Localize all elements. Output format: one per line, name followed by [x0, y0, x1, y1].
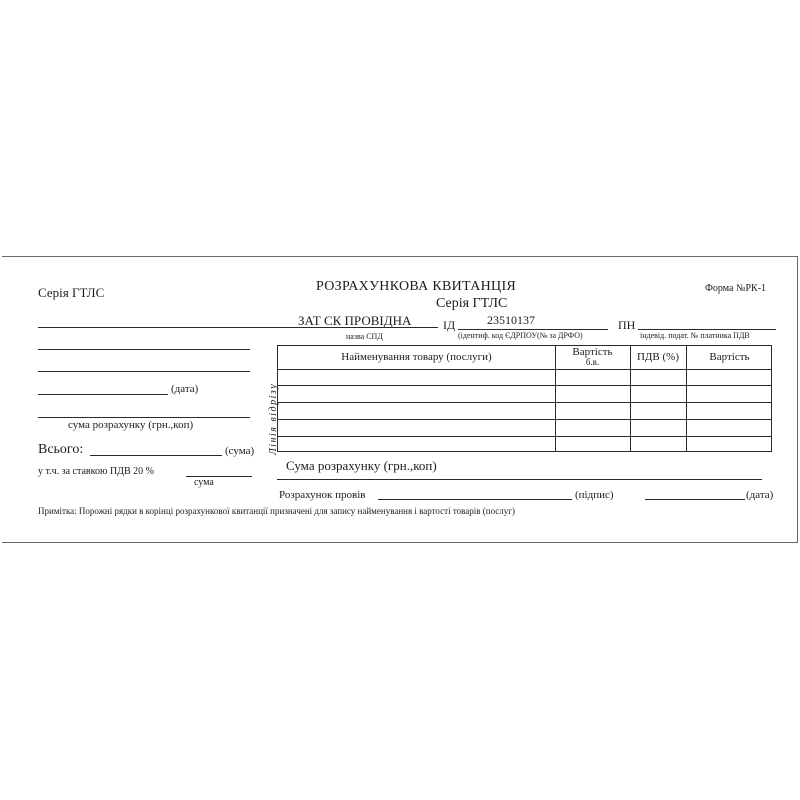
company-name: ЗАТ СК ПРОВІДНА [298, 313, 412, 328]
table-row-line [278, 436, 772, 437]
id-label: ІД [443, 318, 456, 332]
total-sum-line [277, 479, 762, 480]
total-sum-label: Сума розрахунку (грн.,коп) [286, 458, 437, 473]
pn-line [638, 329, 776, 330]
goods-table [277, 345, 772, 452]
stub-total-label: Всього: [38, 442, 84, 457]
stub-vat-label: у т.ч. за ставкою ПДВ 20 % [38, 466, 154, 477]
stub-line-3 [38, 371, 250, 372]
footer-date-line [645, 499, 745, 500]
stub-total-line [90, 455, 222, 456]
receipt-series: Серія ГТЛС [436, 296, 508, 311]
stub-total-sum-label: (сума) [225, 445, 255, 457]
form-number: Форма №РК-1 [705, 283, 767, 294]
receipt-title: РОЗРАХУНКОВА КВИТАНЦІЯ [316, 279, 517, 294]
table-header-name: Найменування товару (послуги) [341, 351, 492, 363]
footnote: Примітка: Порожні рядки в корінці розрахункової квитанції призначені для запису найменування і вартості товарів (послуг) [38, 506, 515, 516]
company-caption: назва СПД [346, 332, 383, 341]
pn-caption: індевід. подат. № платника ПДВ [640, 331, 750, 340]
id-value: 23510137 [487, 313, 535, 327]
cut-line-label: Лінія відрізу [268, 382, 279, 455]
stub-date-label: (дата) [171, 383, 199, 395]
signature-line [378, 499, 572, 500]
table-header-cost: Вартість [709, 351, 750, 363]
footer-date-label: (дата) [746, 489, 774, 501]
table-row-line [278, 369, 772, 370]
id-caption: (ідентиф. код ЄДРПОУ(№ за ДРФО) [458, 331, 583, 340]
stub-sum-label: сума розрахунку (грн.,коп) [68, 419, 194, 431]
stub-date-line [38, 394, 168, 395]
table-row-line [278, 402, 772, 403]
table-row-line [278, 385, 772, 386]
id-line [458, 329, 608, 330]
stub-sum-line [38, 417, 250, 418]
table-header-vat: ПДВ (%) [636, 351, 680, 363]
table-row-line [278, 419, 772, 420]
calc-label: Розрахунок провів [279, 489, 366, 501]
stub-series: Серія ГТЛС [38, 285, 105, 300]
stub-line-2 [38, 349, 250, 350]
stub-vat-sum-label: сума [194, 477, 214, 488]
table-header-cost-novat-sub: б.в. [585, 357, 600, 367]
table-header-cost-novat: Вартість [572, 346, 613, 358]
signature-label: (підпис) [575, 489, 614, 501]
pn-label: ПН [618, 318, 636, 332]
